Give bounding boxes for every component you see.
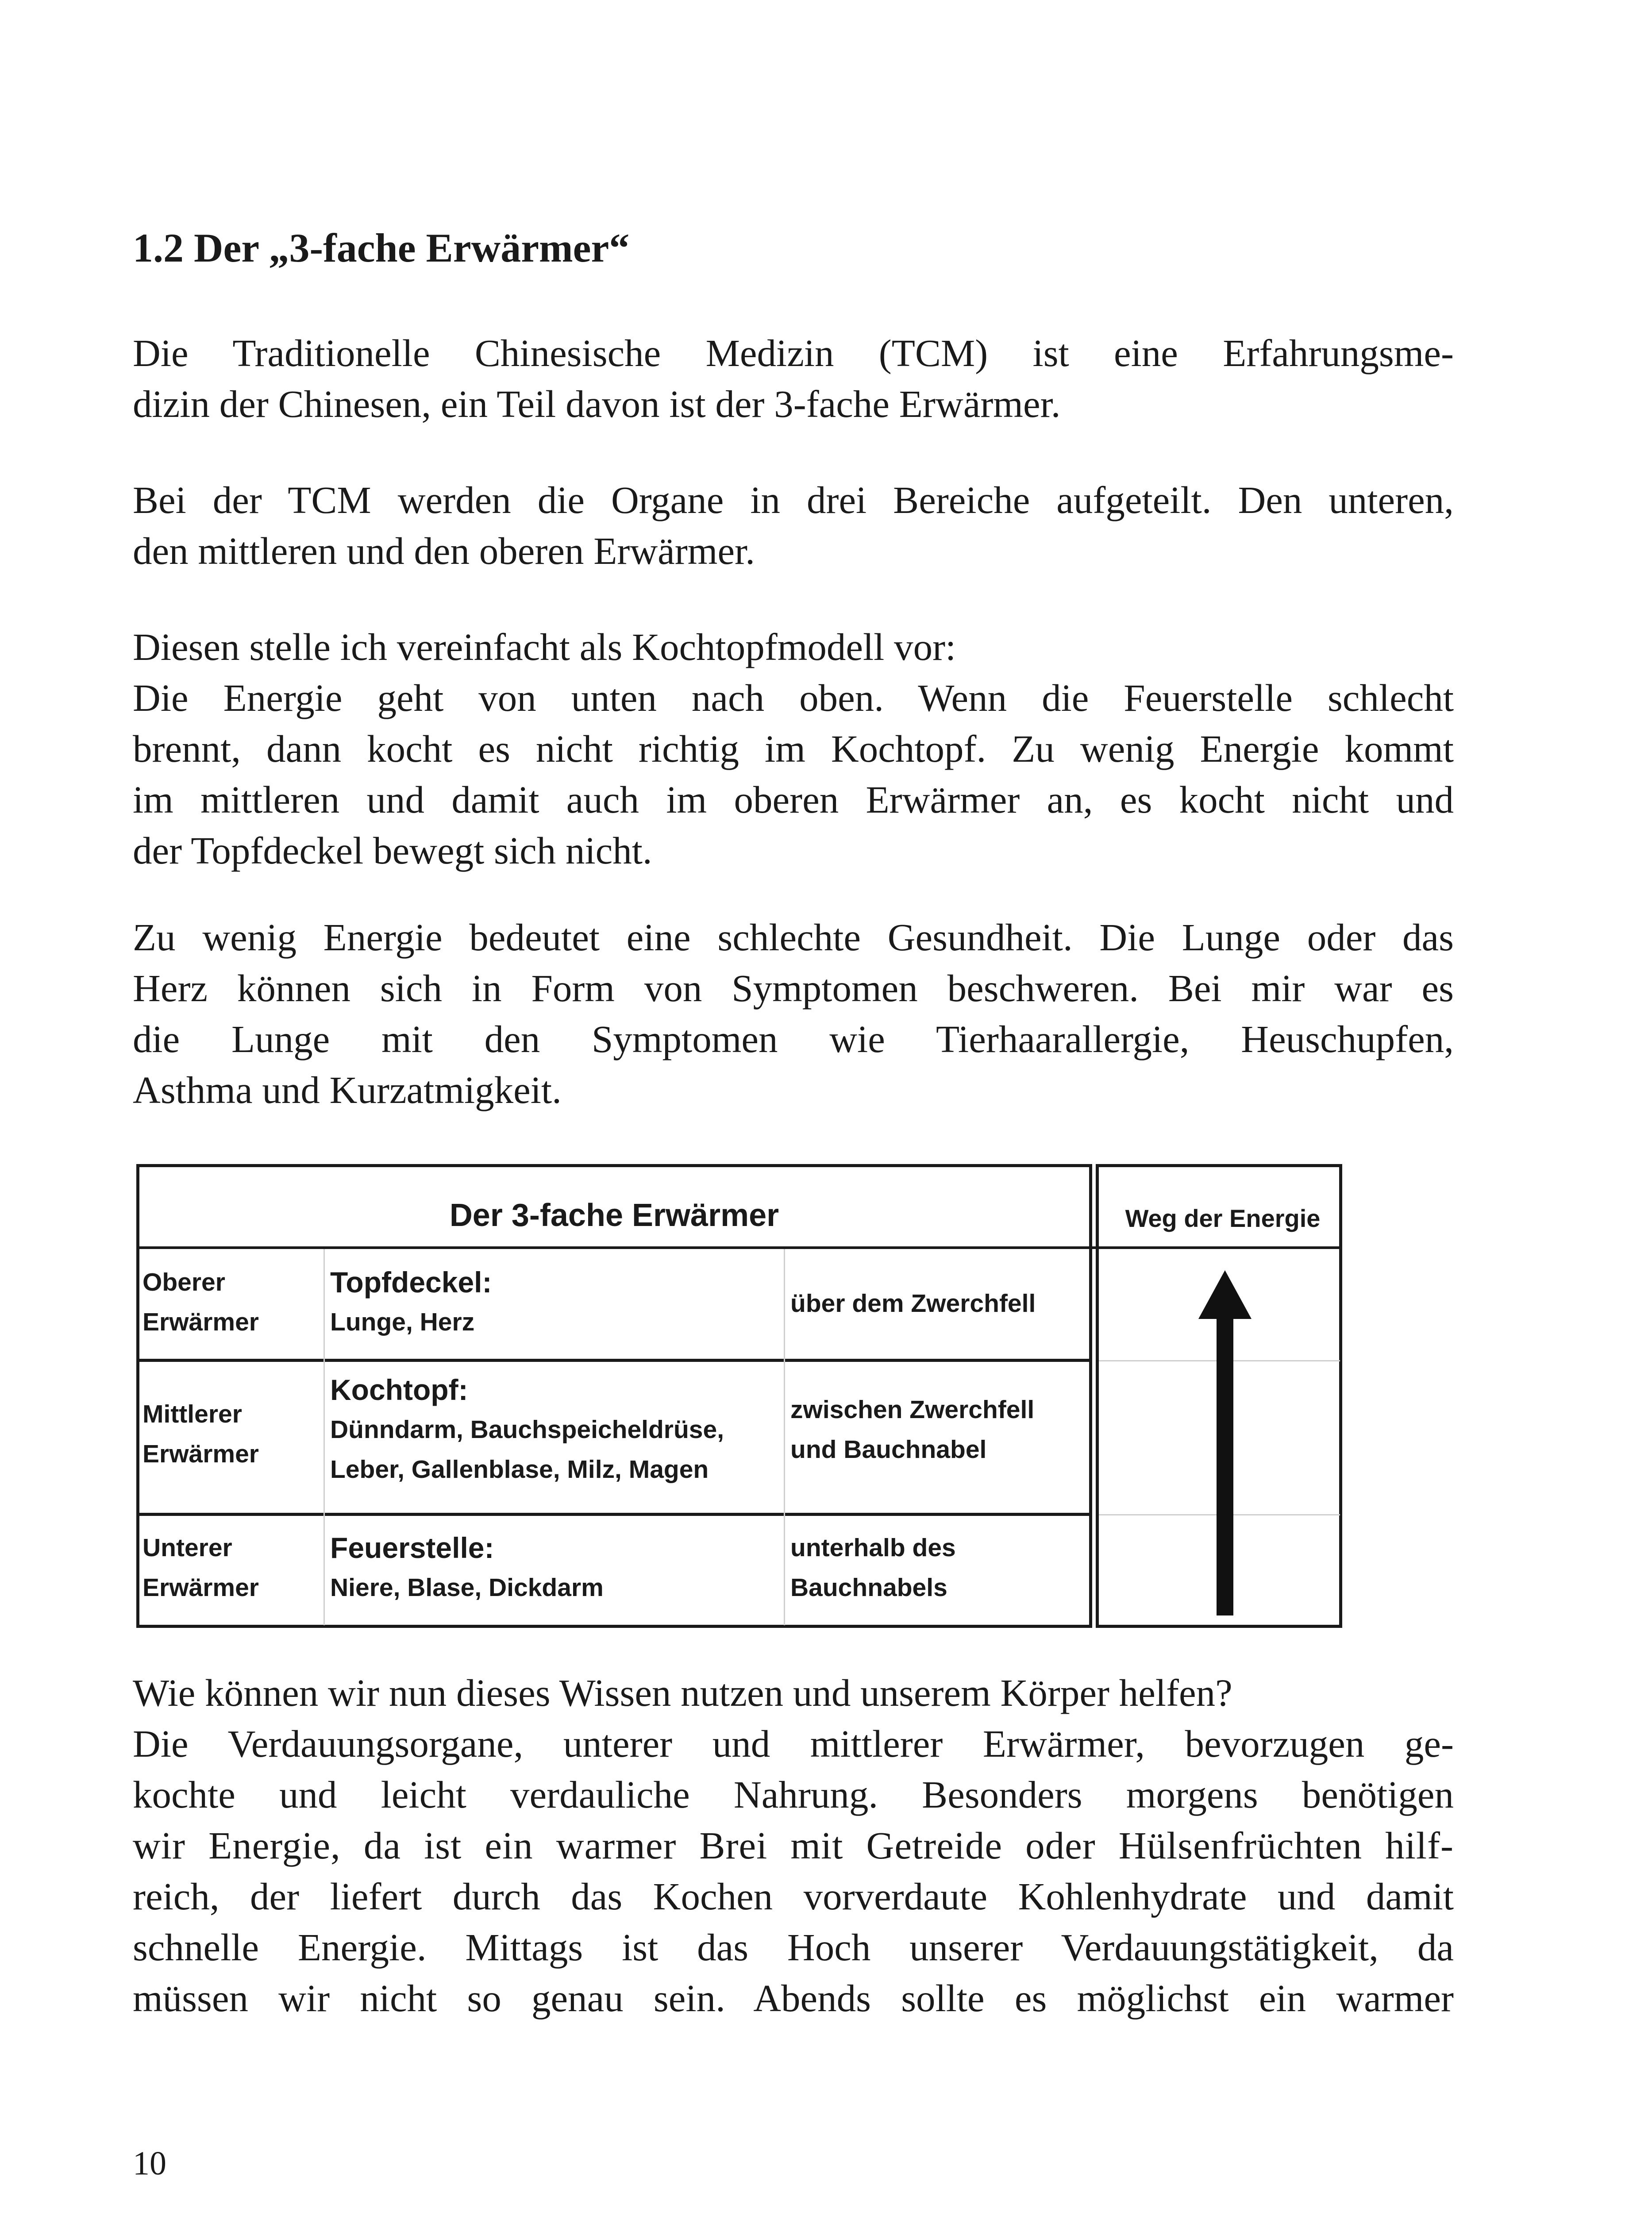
text-line: Wie können wir nun dieses Wissen nutzen und unserem Körper helfen? bbox=[133, 1671, 1232, 1714]
page-number: 10 bbox=[133, 2145, 166, 2182]
text-line: die Lunge mit den Symptomen wie Tierhaarallergie, Heuschupfen, bbox=[133, 1018, 1454, 1060]
zone-line: Mittlerer bbox=[142, 1400, 242, 1428]
text-line: Bei der TCM werden die Organe in drei Bereiche aufgeteilt. Den unteren, bbox=[133, 478, 1454, 521]
three-burner-table bbox=[136, 1164, 1342, 1628]
location-line: und Bauchnabel bbox=[790, 1435, 987, 1464]
organ-group-name: Feuerstelle: bbox=[330, 1531, 494, 1564]
organ-list: Lunge, Herz bbox=[330, 1308, 475, 1336]
text-line: Diesen stelle ich vereinfacht als Kochtopfmodell vor: bbox=[133, 625, 956, 668]
location-line: zwischen Zwerchfell bbox=[790, 1396, 1035, 1424]
text-line: Zu wenig Energie bedeutet eine schlechte Gesundheit. Die Lunge oder das bbox=[133, 916, 1454, 959]
location-line: unterhalb des bbox=[790, 1534, 956, 1562]
zone-line: Erwärmer bbox=[142, 1440, 259, 1468]
energy-arrow-up-icon bbox=[1190, 1270, 1260, 1615]
text-line: Die Traditionelle Chinesische Medizin (TCM) ist eine Erfahrungsme- bbox=[133, 332, 1454, 374]
location-line: über dem Zwerchfell bbox=[790, 1289, 1036, 1318]
text-line: Die Verdauungsorgane, unterer und mittlerer Erwärmer, bevorzugen ge- bbox=[133, 1722, 1454, 1765]
zone-line: Erwärmer bbox=[142, 1308, 259, 1336]
column-divider bbox=[323, 1249, 325, 1625]
organ-group-name: Topfdeckel: bbox=[330, 1266, 492, 1299]
text-line: Die Energie geht von unten nach oben. Wenn die Feuerstelle schlecht bbox=[133, 676, 1454, 719]
table-title: Der 3-fache Erwärmer bbox=[449, 1198, 779, 1233]
zone-label-upper bbox=[142, 1262, 259, 1342]
text-line: im mittleren und damit auch im oberen Erwärmer an, es kocht nicht und bbox=[133, 778, 1454, 821]
organ-group-name: Kochtopf: bbox=[330, 1373, 468, 1406]
energy-column-header: Weg der Energie bbox=[1125, 1204, 1321, 1232]
organ-list: Niere, Blase, Dickdarm bbox=[330, 1573, 604, 1602]
organ-group-fire bbox=[330, 1528, 604, 1608]
location-upper bbox=[790, 1284, 1036, 1323]
text-line: müssen wir nicht so genau sein. Abends sollte es möglichst ein warmer bbox=[133, 1977, 1454, 2020]
text-line: reich, der liefert durch das Kochen vorverdaute Kohlenhydrate und damit bbox=[133, 1875, 1454, 1918]
zone-label-lower bbox=[142, 1528, 259, 1608]
paragraph-digestion-advice bbox=[133, 1667, 1454, 2024]
organ-group-lid bbox=[330, 1262, 492, 1342]
zone-line: Unterer bbox=[142, 1534, 232, 1562]
paragraph-cooking-pot-model bbox=[133, 621, 1454, 876]
zone-line: Oberer bbox=[142, 1268, 225, 1296]
zone-line: Erwärmer bbox=[142, 1573, 259, 1602]
header-divider bbox=[136, 1246, 1342, 1249]
location-line: Bauchnabels bbox=[790, 1573, 947, 1602]
text-line: dizin der Chinesen, ein Teil davon ist der 3-fache Erwärmer. bbox=[133, 382, 1061, 425]
text-line: den mittleren und den oberen Erwärmer. bbox=[133, 529, 755, 572]
paragraph-low-energy bbox=[133, 912, 1454, 1115]
text-line: schnelle Energie. Mittags ist das Hoch unserer Verdauungstätigkeit, da bbox=[133, 1926, 1454, 1969]
text-line: Herz können sich in Form von Symptomen beschweren. Bei mir war es bbox=[133, 967, 1454, 1010]
text-line: kochte und leicht verdauliche Nahrung. Besonders morgens benötigen bbox=[133, 1773, 1454, 1816]
row-divider bbox=[136, 1359, 1092, 1362]
text-line: brennt, dann kocht es nicht richtig im Kochtopf. Zu wenig Energie kommt bbox=[133, 727, 1454, 770]
organ-group-pot bbox=[330, 1370, 724, 1489]
text-line: der Topfdeckel bewegt sich nicht. bbox=[133, 829, 652, 872]
section-heading: 1.2 Der „3-fache Erwärmer“ bbox=[133, 225, 630, 270]
location-middle bbox=[790, 1390, 1034, 1469]
text-line: wir Energie, da ist ein warmer Brei mit Getreide oder Hülsenfrüchten hilf- bbox=[133, 1824, 1454, 1867]
paragraph-three-areas bbox=[133, 474, 1454, 576]
paragraph-tcm-intro bbox=[133, 328, 1454, 429]
column-divider bbox=[784, 1249, 785, 1625]
location-lower bbox=[790, 1528, 956, 1608]
row-divider bbox=[136, 1513, 1092, 1516]
organ-list: Leber, Gallenblase, Milz, Magen bbox=[330, 1455, 709, 1484]
organ-list: Dünndarm, Bauchspeicheldrüse, bbox=[330, 1415, 724, 1444]
zone-label-middle bbox=[142, 1394, 259, 1474]
text-line: Asthma und Kurzatmigkeit. bbox=[133, 1068, 562, 1111]
